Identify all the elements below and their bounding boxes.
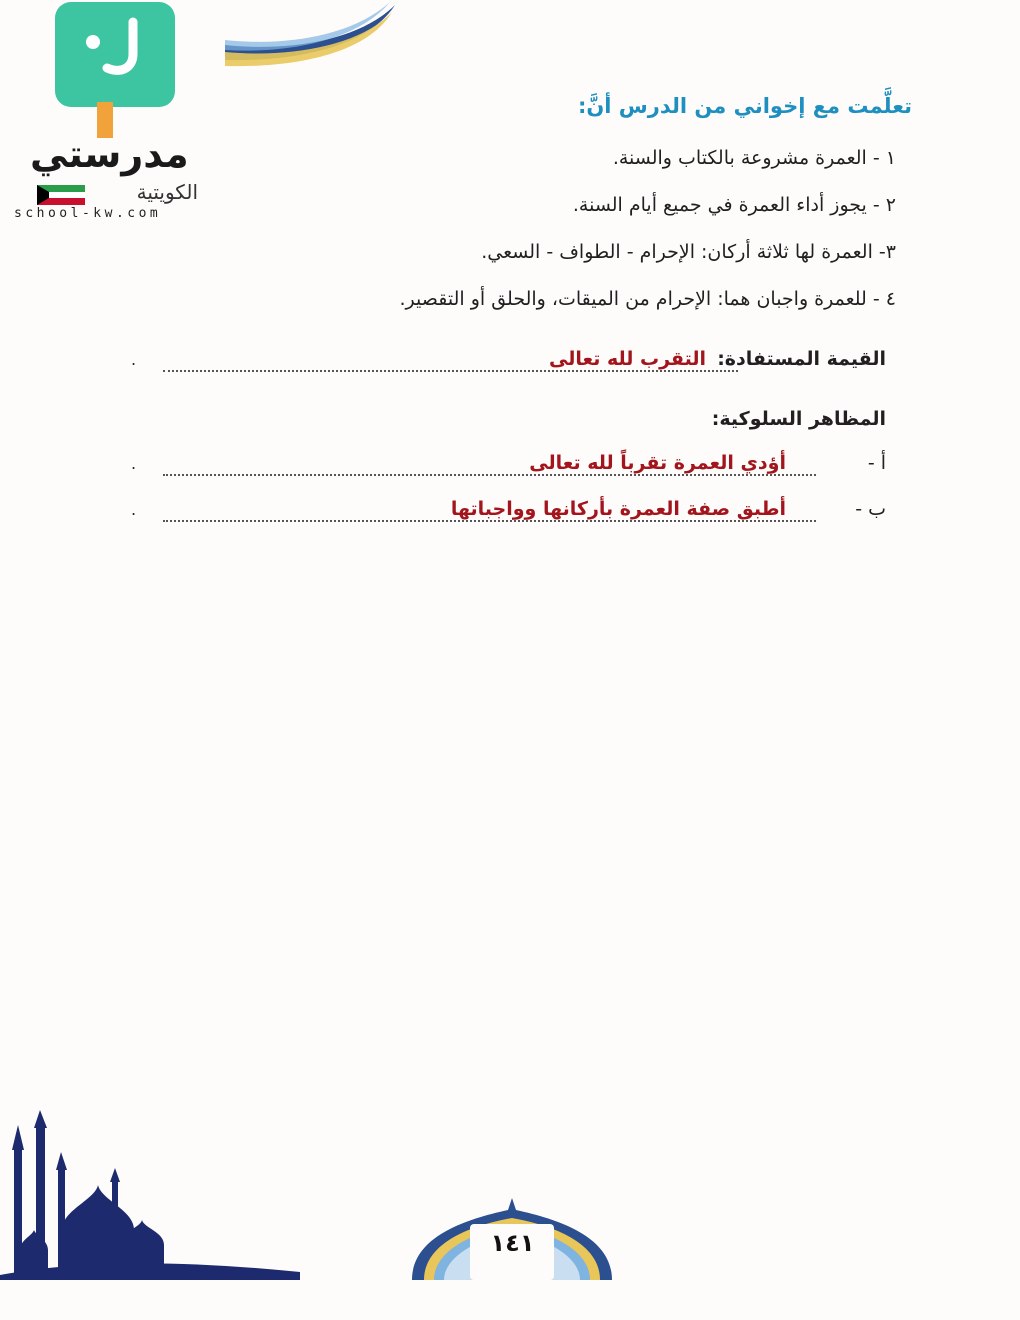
value-label: القيمة المستفادة: [717,348,886,370]
lesson-point-2: ٢ - يجوز أداء العمرة في جميع أيام السنة. [572,194,896,216]
behavior-dotted-line-a [163,474,816,476]
value-line [131,348,886,382]
lesson-point-1: ١ - العمرة مشروعة بالكتاب والسنة. [612,147,896,169]
value-dotted-line [163,370,738,372]
logo-name: مدرستي [30,132,189,176]
value-answer[interactable]: التقرب لله تعالى [549,348,706,370]
behavior-line-b [131,498,886,532]
kuwait-flag-icon [37,185,85,205]
behavior-end-period-a: . [131,454,137,473]
mosque-skyline-decoration [0,1110,300,1280]
logo-subtitle: الكويتية [136,180,198,204]
behavior-marker-a: أ - [867,452,886,474]
behavior-line-a [131,452,886,486]
logo-icon [55,2,180,142]
lesson-point-4: ٤ - للعمرة واجبان هما: الإحرام من الميقات، والحلق أو التقصير. [399,288,896,310]
lesson-heading: تعلَّمت مع إخواني من الدرس أنَّ: [577,94,912,118]
behavior-dotted-line-b [163,520,816,522]
behavior-end-period-b: . [131,500,137,519]
behavior-answer-a[interactable]: أؤدي العمرة تقرباً لله تعالى [529,452,786,474]
logo-url: school-kw.com [14,206,162,221]
header-swoosh-decoration [220,0,400,75]
behavior-answer-b[interactable]: أطبق صفة العمرة بأركانها وواجباتها [450,498,786,520]
value-end-period: . [131,350,137,369]
behavior-marker-b: ب - [855,498,886,520]
lesson-point-3: ٣- العمرة لها ثلاثة أركان: الإحرام - الطواف - السعي. [481,241,896,263]
behaviors-title: المظاهر السلوكية: [711,408,886,430]
page-number: ١٤١ [490,1229,535,1257]
